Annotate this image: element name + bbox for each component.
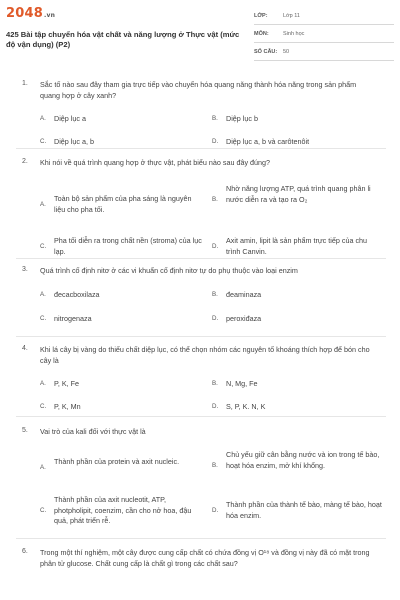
question-divider xyxy=(16,416,386,417)
question-number: 5. xyxy=(22,427,28,434)
question-text: Vai trò của kali đối với thực vật là xyxy=(40,427,146,436)
meta-value: Lớp 11 xyxy=(283,13,300,19)
question-text: Quá trình cố định nitơ ở các vi khuẩn cố định nitơ tự do phụ thuộc vào loại enzim xyxy=(40,266,298,275)
meta-key: SỐ CÂU: xyxy=(254,49,278,55)
document-header xyxy=(0,0,400,66)
question-number: 3. xyxy=(22,266,28,273)
question-number: 2. xyxy=(22,158,28,165)
question-divider xyxy=(16,258,386,259)
meta-value: 50 xyxy=(283,49,290,55)
question-divider xyxy=(16,336,386,337)
meta-key: LỚP: xyxy=(254,13,268,19)
question-number: 6. xyxy=(22,548,28,555)
question-text: Khi nói về quá trình quang hợp ở thực vật, phát biểu nào sau đây đúng? xyxy=(40,158,271,167)
meta-row-count xyxy=(254,46,394,61)
document-title: 425 Bài tập chuyển hóa vật chất và năng lượng ở Thực vật (mức độ vận dụng) (P2) xyxy=(6,30,240,49)
meta-row-subject xyxy=(254,28,394,43)
meta-row-grade xyxy=(254,10,394,25)
question-number: 1. xyxy=(22,80,28,87)
question-text: Trong một thí nghiệm, một cây được cung cấp chất có chứa đồng vị O¹⁸ và đồng vị này đã có mặt trong phân tử glucose. Chất cung cấp là chất gì trong các chất sau? xyxy=(40,548,370,568)
question-divider xyxy=(16,148,386,149)
meta-value: Sinh học xyxy=(283,31,305,37)
question-divider xyxy=(16,538,386,539)
document-meta xyxy=(254,10,394,64)
question-text: Khi lá cây bị vàng do thiếu chất diệp lục, có thể chọn nhóm các nguyên tố khoáng thích hợp để bón cho cây là xyxy=(40,345,370,365)
question-text: Sắc tố nào sau đây tham gia trực tiếp vào chuyển hóa quang năng thành hóa năng trong sản phẩm quang hợp ở cây xanh? xyxy=(40,80,357,100)
question-number: 4. xyxy=(22,345,28,352)
brand-logo[interactable]: 2048.vn xyxy=(6,6,56,21)
meta-key: MÔN: xyxy=(254,31,269,37)
